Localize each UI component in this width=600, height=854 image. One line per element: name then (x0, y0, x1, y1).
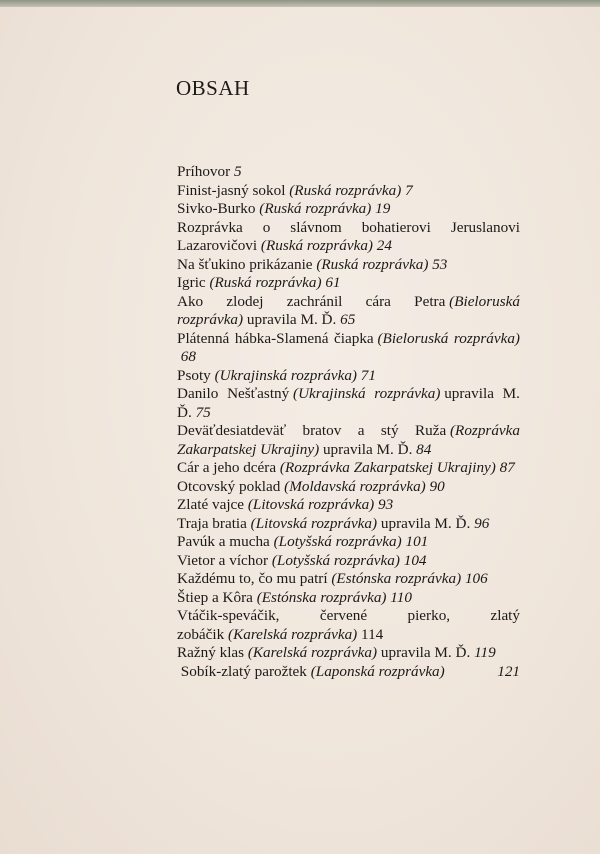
entry-origin: (Estónska rozprávka) (256, 588, 387, 606)
toc-entry (177, 293, 520, 330)
entry-page-number: 104 (403, 551, 427, 569)
entry-page-number: 114 (361, 625, 384, 643)
entry-origin: (Ruská rozprávka) (289, 181, 402, 199)
toc-entry (177, 274, 520, 293)
entry-title: Každému to, čo mu patrí (177, 570, 328, 587)
toc-entry (177, 219, 520, 256)
toc-entry (177, 478, 520, 497)
toc-entry (177, 182, 520, 201)
entry-page-number: 75 (195, 403, 211, 421)
toc-entry (177, 496, 520, 515)
entry-origin: (Rozprávka Zakarpatskej Ukrajiny) (177, 422, 520, 458)
entry-origin: (Laponská rozprávka) (310, 662, 445, 680)
toc-entry (177, 533, 520, 552)
entry-origin: (Karelská rozprávka) (247, 644, 378, 661)
entry-page-number: 121 (497, 662, 520, 680)
entry-title: Vtáčik-speváčik, červené pierko, zlatý zobáčik (177, 607, 520, 643)
toc-entry (177, 367, 520, 386)
entry-page-number: 68 (180, 348, 196, 365)
entry-title: Sivko-Burko (177, 200, 256, 217)
entry-title: upravila M. Ď. (380, 644, 471, 661)
entry-origin: (Ruská rozprávka) (259, 200, 372, 217)
entry-page-number: 106 (464, 570, 488, 587)
entry-page-number: 101 (405, 533, 429, 550)
entry-page-number: 93 (378, 496, 394, 513)
entry-page-number: 110 (390, 588, 412, 606)
entry-title: upravila M. Ď. (322, 440, 413, 458)
toc-entry (177, 552, 520, 571)
entry-origin: (Bieloruská rozprávka) (377, 329, 520, 347)
toc-entry (177, 570, 520, 589)
toc-entry (177, 589, 520, 608)
entry-origin: (Lotyšská rozprávka) (271, 551, 400, 569)
entry-title: upravila M. Ď. (246, 311, 337, 328)
entry-title: upravila M. Ď. (177, 385, 520, 421)
entry-origin: (Litovská rozprávka) (250, 514, 378, 532)
toc-entry (177, 644, 520, 663)
entry-page-number: 87 (499, 459, 515, 476)
toc-entry (177, 515, 520, 534)
entry-title: Na šťukino prikázanie (177, 255, 313, 273)
entry-origin: (Lotyšská rozprávka) (273, 533, 402, 550)
entry-title: Psoty (177, 366, 211, 384)
entry-origin: (Ruská rozprávka) (316, 255, 429, 273)
entry-title: Príhovor (177, 163, 231, 180)
toc-entry (177, 163, 520, 182)
entry-page-number: 71 (360, 366, 376, 384)
entry-page-number: 65 (340, 311, 356, 328)
toc-entry (177, 330, 520, 367)
entry-page-number: 53 (432, 255, 448, 273)
entry-title: Zlaté vajce (177, 496, 245, 513)
book-edge (0, 0, 600, 7)
entry-title: Ražný klas (177, 644, 245, 661)
entry-page-number: 7 (405, 181, 413, 199)
entry-title: Cár a jeho dcéra (177, 459, 277, 476)
entry-page-number: 5 (233, 163, 242, 180)
entry-page-number: 84 (416, 440, 432, 458)
entry-origin: (Rozprávka Zakarpatskej Ukrajiny) (279, 459, 496, 476)
entry-page-number: 90 (429, 477, 445, 495)
entry-origin: (Karelská rozprávka) (228, 625, 358, 643)
entry-title: Ako zlodej zachránil cára Petra (177, 292, 446, 310)
toc-entry (177, 200, 520, 219)
entry-title: Plátenná hábka-Slamená čiapka (177, 329, 374, 347)
entry-origin: (Litovská rozprávka) (247, 496, 375, 513)
entry-page-number: 61 (325, 274, 341, 291)
entry-title: upravila M. Ď. (380, 514, 471, 532)
entry-title: Štiep a Kôra (177, 588, 253, 606)
entry-page-number: 119 (474, 644, 496, 661)
entry-origin: (Ukrajinská rozprávka) (214, 366, 357, 384)
entry-page-number: 19 (375, 200, 391, 217)
entry-origin: (Moldavská rozprávka) (284, 477, 426, 495)
toc-entry (177, 663, 520, 682)
entry-origin: (Ruská rozprávka) (209, 274, 322, 291)
entry-title: Finist-jasný sokol (177, 181, 286, 199)
entry-title: Traja bratia (177, 514, 247, 532)
contents-heading: OBSAH (176, 76, 250, 100)
toc-entry (177, 607, 520, 644)
entry-title: Pavúk a mucha (177, 533, 270, 550)
entry-title: Rozprávka o slávnom bohatierovi Jeruslanovi Lazarovičovi (177, 218, 520, 254)
toc-entry (177, 256, 520, 275)
entry-title: Deväťdesiatdeväť bratov a stý Ruža (177, 422, 447, 439)
table-of-contents (177, 163, 520, 681)
entry-origin: (Bieloruská rozprávka) (177, 292, 520, 328)
toc-entry (177, 422, 520, 459)
toc-entry (177, 385, 520, 422)
entry-title: Sobík-zlatý parožtek (180, 662, 307, 680)
entry-origin: (Estónska rozprávka) (331, 570, 462, 587)
entry-title: Igric (177, 274, 206, 291)
entry-title: Vietor a víchor (177, 551, 269, 569)
entry-origin: (Ukrajinská rozprávka) (293, 385, 441, 402)
entry-title: Danilo Nešťastný (177, 385, 290, 402)
entry-title: Otcovský poklad (177, 477, 281, 495)
entry-page-number: 24 (376, 237, 392, 254)
toc-entry (177, 459, 520, 478)
entry-page-number: 96 (474, 514, 490, 532)
entry-origin: (Ruská rozprávka) (260, 237, 373, 254)
